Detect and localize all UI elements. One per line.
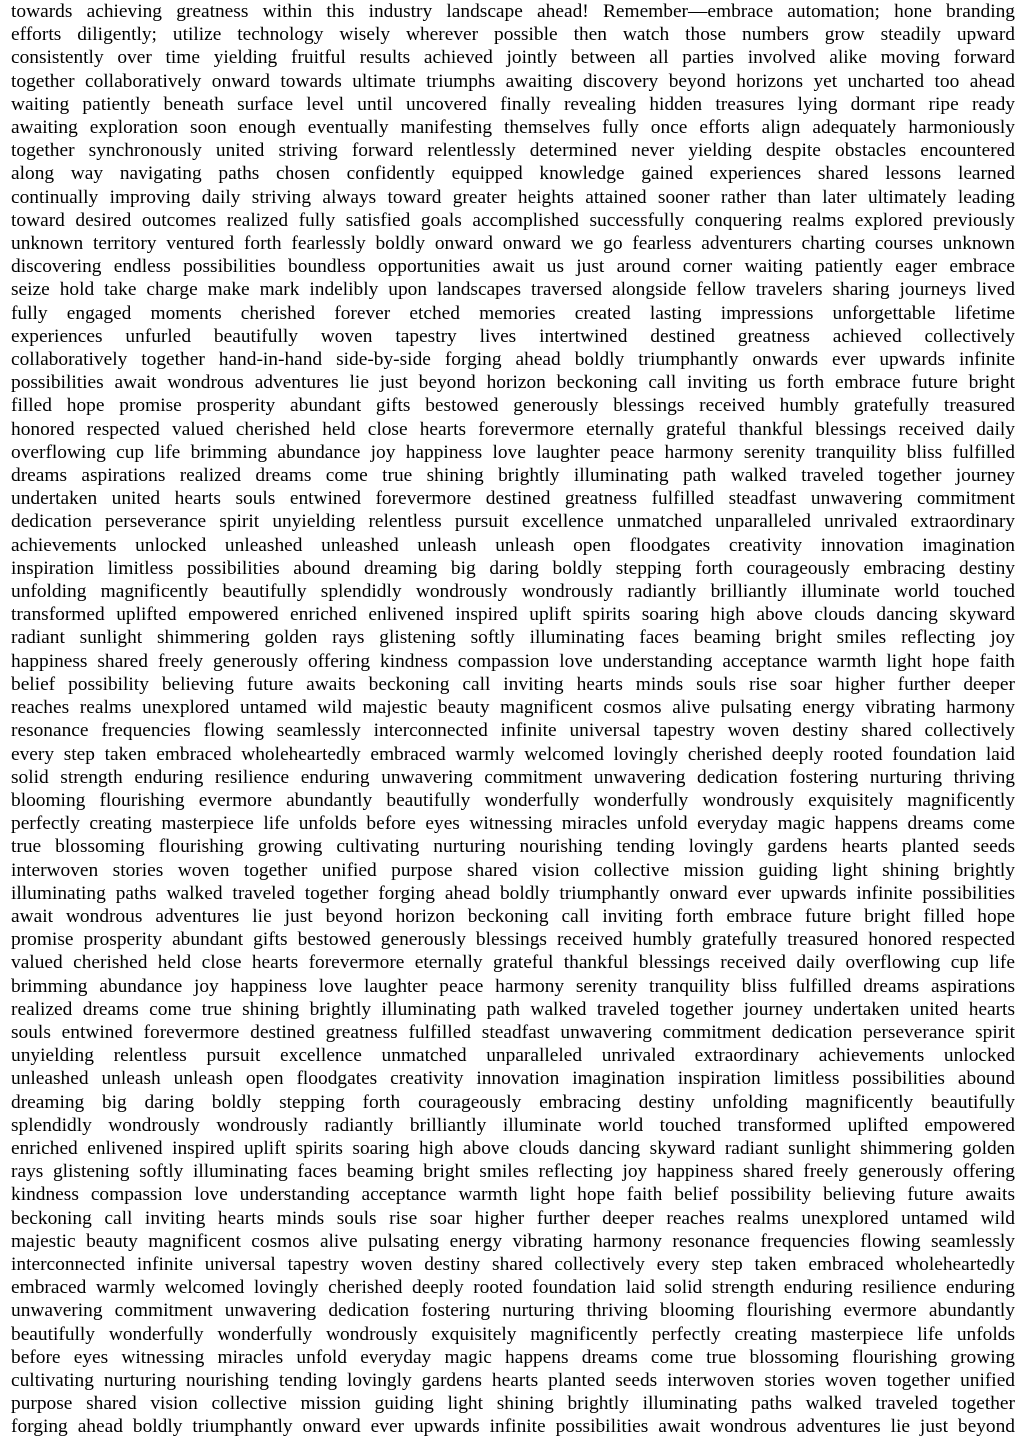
- text-line: along way navigating paths chosen confidently equipped knowledge gained experiences shared lessons learned: [11, 163, 1015, 185]
- text-line: belief possibility believing future awaits beckoning call inviting hearts minds souls rise soar higher further deeper: [11, 673, 1015, 695]
- text-line: efforts diligently; utilize technology wisely wherever possible then watch those numbers grow steadily upward: [11, 24, 1015, 46]
- text-line: embraced warmly welcomed lovingly cherished deeply rooted foundation laid solid strength enduring resilience enduring: [11, 1277, 1015, 1299]
- text-line: happiness shared freely generously offering kindness compassion love understanding acceptance warmth light hope faith: [11, 650, 1015, 672]
- text-line: beautifully wonderfully wonderfully wondrously exquisitely magnificently perfectly creating masterpiece life unfolds: [11, 1323, 1015, 1345]
- text-line: interconnected infinite universal tapestry woven destiny shared collectively every step taken embraced wholeheartedly: [11, 1253, 1015, 1275]
- text-line: dedication perseverance spirit unyielding relentless pursuit excellence unmatched unparalleled unrivaled extraordinary: [11, 511, 1015, 533]
- text-line: unknown territory ventured forth fearlessly boldly onward onward we go fearless adventurers charting courses unknown: [11, 233, 1015, 255]
- text-line: together collaboratively onward towards ultimate triumphs awaiting discovery beyond horizons yet uncharted too ahead: [11, 70, 1015, 92]
- text-line: reaches realms unexplored untamed wild majestic beauty magnificent cosmos alive pulsating energy vibrating harmony: [11, 697, 1015, 719]
- text-line: toward desired outcomes realized fully satisfied goals accomplished successfully conquering realms explored previously: [11, 209, 1015, 231]
- text-line: achievements unlocked unleashed unleashed unleash unleash open floodgates creativity innovation imagination: [11, 534, 1015, 556]
- text-line: true blossoming flourishing growing cultivating nurturing nourishing tending lovingly gardens hearts planted seeds: [11, 836, 1015, 858]
- text-line: promise prosperity abundant gifts bestowed generously blessings received humbly gratefully treasured honored respected: [11, 929, 1015, 951]
- text-line: dreams aspirations realized dreams come true shining brightly illuminating path walked traveled together journey: [11, 465, 1015, 487]
- text-line: splendidly wondrously wondrously radiantly brilliantly illuminate world touched transformed uplifted empowered: [11, 1114, 1015, 1136]
- text-line: unyielding relentless pursuit excellence unmatched unparalleled unrivaled extraordinary achievements unlocked: [11, 1045, 1015, 1067]
- text-line: towards achieving greatness within this industry landscape ahead! Remember—embrace automation; hone branding: [11, 1, 1015, 22]
- text-line: majestic beauty magnificent cosmos alive pulsating energy vibrating harmony resonance frequencies flowing seamlessly: [11, 1230, 1015, 1252]
- text-line: transformed uplifted empowered enriched enlivened inspired uplift spirits soaring high above clouds dancing skyward: [11, 604, 1015, 626]
- text-line: fully engaged moments cherished forever etched memories created lasting impressions unforgettable lifetime: [11, 302, 1015, 324]
- text-line: honored respected valued cherished held close hearts forevermore eternally grateful thankful blessings received daily: [11, 418, 1015, 440]
- text-line: valued cherished held close hearts forevermore eternally grateful thankful blessings received daily overflowing cup life: [11, 952, 1015, 974]
- text-line: waiting patiently beneath surface level until uncovered finally revealing hidden treasures lying dormant ripe ready: [11, 93, 1015, 115]
- text-line: filled hope promise prosperity abundant gifts bestowed generously blessings received humbly gratefully treasured: [11, 395, 1015, 417]
- text-line: enriched enlivened inspired uplift spirits soaring high above clouds dancing skyward radiant sunlight shimmering golden: [11, 1137, 1015, 1159]
- text-line: unfolding magnificently beautifully splendidly wondrously wondrously radiantly brilliantly illuminate world touched: [11, 581, 1015, 603]
- text-line: undertaken united hearts souls entwined forevermore destined greatness fulfilled steadfast unwavering commitment: [11, 488, 1015, 510]
- text-line: consistently over time yielding fruitful results achieved jointly between all parties involved alike moving forward: [11, 47, 1015, 69]
- text-line: experiences unfurled beautifully woven tapestry lives intertwined destined greatness achieved collectively: [11, 325, 1015, 347]
- text-line: collaboratively together hand-in-hand side-by-side forging ahead boldly triumphantly onwards ever upwards infinite: [11, 349, 1015, 371]
- text-line: purpose shared vision collective mission guiding light shining brightly illuminating paths walked traveled together: [11, 1393, 1015, 1415]
- text-line: perfectly creating masterpiece life unfolds before eyes witnessing miracles unfold everyday magic happens dreams come: [11, 813, 1015, 835]
- text-line: seize hold take charge make mark indelibly upon landscapes traversed alongside fellow travelers sharing journeys lived: [11, 279, 1015, 301]
- text-line: unleashed unleash unleash open floodgates creativity innovation imagination inspiration limitless possibilities abound: [11, 1068, 1015, 1090]
- text-line: blooming flourishing evermore abundantly beautifully wonderfully wonderfully wondrously exquisitely magnificently: [11, 789, 1015, 811]
- text-line: forging ahead boldly triumphantly onward ever upwards infinite possibilities await wondrous adventures lie just beyond: [11, 1416, 1015, 1438]
- text-line: inspiration limitless possibilities abound dreaming big daring boldly stepping forth courageously embracing destiny: [11, 557, 1015, 579]
- text-line: unwavering commitment unwavering dedication fostering nurturing thriving blooming flourishing evermore abundantly: [11, 1300, 1015, 1322]
- text-line: every step taken embraced wholeheartedly embraced warmly welcomed lovingly cherished deeply rooted foundation laid: [11, 743, 1015, 765]
- text-line: rays glistening softly illuminating faces beaming bright smiles reflecting joy happiness shared freely generously offering: [11, 1161, 1015, 1183]
- text-line: before eyes witnessing miracles unfold everyday magic happens dreams come true blossoming flourishing growing: [11, 1346, 1015, 1368]
- text-line: dreaming big daring boldly stepping forth courageously embracing destiny unfolding magnificently beautifully: [11, 1091, 1015, 1113]
- text-line: continually improving daily striving always toward greater heights attained sooner rather than later ultimately leading: [11, 186, 1015, 208]
- document-page: [11, 0, 1015, 1446]
- text-line: discovering endless possibilities boundless opportunities await us just around corner waiting patiently eager embrace: [11, 256, 1015, 278]
- text-line: kindness compassion love understanding acceptance warmth light hope faith belief possibility believing future awaits: [11, 1184, 1015, 1206]
- text-line: possibilities await wondrous adventures lie just beyond horizon beckoning call inviting us forth embrace future bright: [11, 372, 1015, 394]
- text-line: interwoven stories woven together unified purpose shared vision collective mission guiding light shining brightly: [11, 859, 1015, 881]
- text-line: realized dreams come true shining brightly illuminating path walked traveled together journey undertaken united hearts: [11, 998, 1015, 1020]
- text-line: radiant sunlight shimmering golden rays glistening softly illuminating faces beaming bright smiles reflecting joy: [11, 627, 1015, 649]
- text-line: solid strength enduring resilience enduring unwavering commitment unwavering dedication fostering nurturing thriving: [11, 766, 1015, 788]
- text-line: cultivating nurturing nourishing tending lovingly gardens hearts planted seeds interwoven stories woven together unified: [11, 1369, 1015, 1391]
- text-line: beckoning call inviting hearts minds souls rise soar higher further deeper reaches realms unexplored untamed wild: [11, 1207, 1015, 1229]
- text-line: resonance frequencies flowing seamlessly interconnected infinite universal tapestry woven destiny shared collectively: [11, 720, 1015, 742]
- text-line: await wondrous adventures lie just beyond horizon beckoning call inviting forth embrace future bright filled hope: [11, 905, 1015, 927]
- text-line: souls entwined forevermore destined greatness fulfilled steadfast unwavering commitment dedication perseverance spirit: [11, 1021, 1015, 1043]
- text-line: awaiting exploration soon enough eventually manifesting themselves fully once efforts align adequately harmoniously: [11, 117, 1015, 139]
- text-line: illuminating paths walked traveled together forging ahead boldly triumphantly onward ever upwards infinite possibilities: [11, 882, 1015, 904]
- text-line: brimming abundance joy happiness love laughter peace harmony serenity tranquility bliss fulfilled dreams aspirations: [11, 975, 1015, 997]
- text-line: overflowing cup life brimming abundance joy happiness love laughter peace harmony serenity tranquility bliss fulfilled: [11, 441, 1015, 463]
- text-line: together synchronously united striving forward relentlessly determined never yielding despite obstacles encountered: [11, 140, 1015, 162]
